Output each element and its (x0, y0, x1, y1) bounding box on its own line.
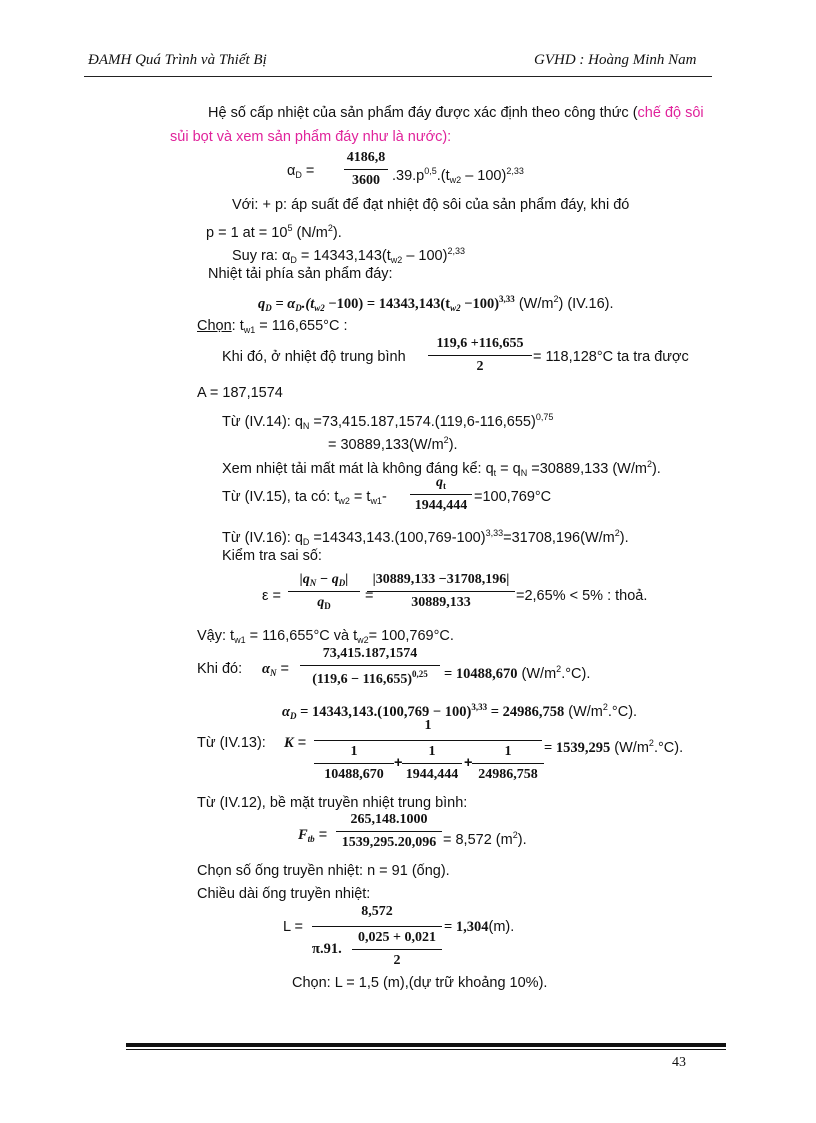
epsilon-result: =2,65% < 5% : thoả. (516, 588, 648, 604)
l-bar (312, 926, 442, 927)
k-fraction (314, 718, 542, 788)
header-instructor: GVHD : Hoàng Minh Nam (534, 52, 697, 68)
epsilon-equals: = (365, 588, 374, 604)
f-tb-result: = 8,572 $(m^2)$. (443, 830, 527, 848)
a-value: A = 187,1574 (197, 385, 283, 401)
kiem-tra-heading: Kiểm tra sai số: (222, 548, 322, 564)
pressure-line: p = 1 at = $10^5$ $(N/m^2)$. (206, 223, 342, 241)
l-numerator: 8,572 (361, 904, 393, 919)
footer-rule-thick (126, 1043, 726, 1047)
k-plus-2: + (464, 755, 473, 771)
intro-line-2: sủi bọt và xem sản phẩm đáy như là nước): (170, 129, 452, 145)
nhiet-tai-heading: Nhiệt tải phía sản phẩm đáy: (208, 266, 393, 282)
epsilon-lhs: ε = (262, 588, 281, 604)
header-title: ĐAMH Quá Trình và Thiết Bị (88, 52, 267, 68)
k-term-1: 1 10488,670 (314, 744, 394, 783)
chon-l-line: Chọn: L = 1,5 (m),(dự trữ khoảng 10%). (292, 975, 548, 991)
page-number: 43 (672, 1055, 686, 1070)
l-inner-fraction: 0,025 + 0,021 2 (352, 930, 442, 969)
l-result: = 1,304(m). (444, 919, 515, 935)
l-fraction (312, 904, 442, 974)
intro-line-1: Hệ số cấp nhiệt của sản phẩm đáy được xác định theo công thức (chế độ sôi (208, 105, 704, 121)
f-tb-fraction: 265,148.1000 1539,295.20,096 (336, 812, 442, 851)
khi-do-result: = 118,128°C ta tra được (533, 349, 689, 365)
avg-temp-fraction: 119,6 +116,655 2 (428, 336, 532, 375)
k-plus-1: + (394, 755, 403, 771)
k-numerator: 1 (424, 718, 432, 733)
tu-iv14-line: Từ (IV.14): $q_N =73,415.187,1574.(119,6-116,655)^{0,75}$ (222, 412, 554, 431)
tu-iv14-result: = $30889,133(W/m^2)$. (328, 435, 458, 453)
footer-rule-thin (126, 1049, 726, 1050)
alpha-n-lhs: $\alpha_N$ = (262, 661, 290, 678)
alpha-n-fraction: 73,415.187,1574 $(119,6 - 116,655)^{0,25}$ (300, 646, 440, 688)
k-result: = 1539,295 $(W/m^2.^\circ C)$. (544, 738, 684, 756)
alpha-d-value: $\alpha_D = 14343,143.(100,769 - 100)^{3,33} = 24986,758$ $(W/m^2.^\circ C)$. (282, 702, 638, 721)
l-den-prefix: π.91. (312, 941, 342, 957)
qd-equation: $q_D = \alpha_D.(t_{w2} -100) = 14343,143(t_{w2} -100)^{3,33}$ $(W/m^2)$ (IV.16). (258, 294, 614, 313)
header-rule (84, 76, 712, 77)
l-lhs: L = (283, 919, 304, 935)
vay-line: Vậy: $t_{w1} = 116,655^\circ C$ và $t_{w2}= 100,769^\circ C$. (197, 628, 454, 645)
epsilon-fraction-1: $|q_N - q_D|$ $q_D$ (288, 572, 360, 611)
chieu-dai-heading: Chiều dài ống truyền nhiệt: (197, 886, 371, 902)
k-lhs: K = (284, 735, 307, 751)
alpha-n-result: = 10488,670 $(W/m^2.^\circ C)$. (444, 664, 591, 682)
voi-line: Với: + p: áp suất để đạt nhiệt độ sôi của sản phẩm đáy, khi đó (232, 197, 630, 213)
chon-tw1-line: Chọn: $t_{w1} = 116,655^\circ C$ : (197, 318, 348, 335)
tu-iv12-line: Từ (IV.12), bề mặt truyền nhiệt trung bình: (197, 795, 468, 811)
khi-do-2: Khi đó: (197, 661, 243, 677)
khi-do-text: Khi đó, ở nhiệt độ trung bình (222, 349, 406, 365)
alpha-d-fraction: 4186,8 3600 (344, 150, 388, 189)
alpha-d-rhs: $.39.p^{0,5}.(t_{w2} - 100)^{2,33}$ (392, 166, 524, 185)
tu-iv13-label: Từ (IV.13): (197, 735, 266, 751)
k-term-2: 1 1944,444 (402, 744, 462, 783)
suy-ra-line: Suy ra: $\alpha_D = 14343,143(t_{w2} - 100)^{2,33}$ (232, 246, 465, 265)
alpha-d-lhs: $\alpha_D$ = (287, 163, 315, 180)
chon-so-ong-line: Chọn số ống truyền nhiệt: n = 91 (ống). (197, 863, 450, 879)
k-term-3: 1 24986,758 (472, 744, 544, 783)
xem-nhiet-tai-line: Xem nhiệt tải mất mát là không đáng kể: $q_t = q_N =30889,133$ $(W/m^2)$. (222, 459, 661, 478)
k-bar (314, 740, 542, 741)
tu-iv15-lhs: Từ (IV.15), ta có: $t_{w2} = t_{w1}-$ (222, 489, 387, 506)
f-tb-lhs: $F_{tb}$ = (298, 827, 328, 844)
tu-iv15-fraction: $q_t$ 1944,444 (410, 475, 472, 514)
epsilon-fraction-2: |30889,133 −31708,196| 30889,133 (367, 572, 515, 611)
tu-iv16-line: Từ (IV.16): $q_D =14343,143.(100,769-100)^{3,33}=31708,196(W/m^2)$. (222, 528, 629, 547)
tu-iv15-result: =100,769°C (474, 489, 552, 505)
